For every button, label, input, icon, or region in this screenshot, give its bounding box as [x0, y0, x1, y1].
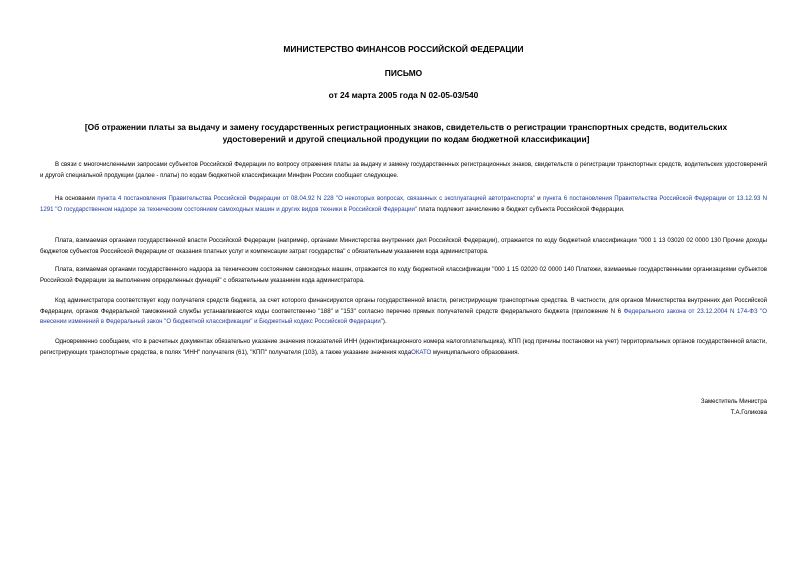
ministry-name: МИНИСТЕРСТВО ФИНАНСОВ РОССИЙСКОЙ ФЕДЕРАЦИИ [283, 44, 524, 54]
paragraph-6-end: муниципального образования. [431, 348, 520, 356]
paragraph-5 [40, 296, 767, 328]
signature-block [567, 397, 767, 418]
document-date-number: от 24 марта 2005 года N 02-05-03/540 [328, 90, 479, 100]
paragraph-1: В связи с многочисленными запросами субъектов Российской Федерации по вопросу отражения платы за выдачу и замену государственных регистрационных знаков, свидетельств о регистрации транспортных средств, водительских удостоверений и другой специальной продукции (далее - платы) по кодам бюджетной классификации Минфин России сообщает следующее. [40, 161, 767, 179]
paragraph-6-start: Одновременно сообщаем, что в расчетных документах обязательно указание значения показателей ИНН (идентификационного номера налогоплательщика), КПП (код причины постановки на учет) территориальных органов государственной власти, регистрирующих транспортные средства, в полях "ИНН" получателя (61), "КПП" получателя (103), а также указание значения кода [40, 338, 767, 356]
link-okato[interactable]: ОКАТО [411, 348, 432, 356]
paragraph-5-end: ). [382, 318, 387, 325]
document-type: ПИСЬМО [384, 68, 423, 78]
paragraph-2-end: плата подлежит зачислению в бюджет субъекта Российской Федерации. [417, 205, 625, 213]
link-federal-law-174[interactable]: Федерального закона от 23.12.2004 N 174-ФЗ "О внесении изменений в Федеральный закон "О бюджетной классификации" и Бюджетный кодекс Российской Федерации" [40, 307, 767, 325]
paragraph-2-mid: и [535, 195, 543, 202]
paragraph-3: Плата, взимаемая органами государственной власти Российской Федерации (например, органами Министерства внутренних дел Российской Федерации), отражается по коду бюджетной классификации "000 1 13 03020 02 0000 130 Прочие доходы бюджетов субъектов Российской Федерации от оказания платных услуг и компенсации затрат государства" с обязательным указанием кода администратора. [40, 237, 767, 255]
signature-position: Заместитель Министра [700, 398, 767, 405]
link-resolution-228[interactable]: пункта 4 постановления Правительства Российской Федерации от 08.04.92 N 228 "О некоторых вопросах, связанных с эксплуатацией автотранспорта" [97, 195, 536, 202]
signature-name: Т.А.Голикова [730, 408, 767, 416]
paragraph-2-start: На основании [55, 195, 98, 202]
paragraph-5-start: Код администратора соответствует коду получателя средств бюджета, за счет которого финансируются органы государственной власти, регистрирующие транспортные средства. В частности, для органов Министерства внутренних дел Российской Федерации, органов Федеральной таможенной службы устанавливаются коды соответственно "188" и "153" согласно перечню прямых получателей средств федерального бюджета (приложение N 6 [40, 297, 767, 315]
paragraph-6 [40, 337, 767, 358]
paragraph-2 [40, 194, 767, 215]
paragraph-4: Плата, взимаемая органами государственного надзора за техническим состоянием самоходных машин, отражается по коду бюджетной классификации "000 1 15 02020 02 0000 140 Платежи, взимаемые государственными организациями субъектов Российской Федерации за выполнение определенных функций" с обязательным указанием кода администратора. [40, 266, 767, 284]
link-resolution-1291[interactable]: пункта 6 постановления Правительства Российской Федерации от 13.12.93 N 1291 "О государственном надзоре за техническим состоянием самоходных машин и других видов техники в Российской Федерации" [40, 195, 767, 213]
document-title: [Об отражении платы за выдачу и замену государственных регистрационных знаков, свидетельств о регистрации транспортных средств, водительских удостоверений и другой специальной продукции по кодам бюджетной классификации] [84, 122, 728, 144]
